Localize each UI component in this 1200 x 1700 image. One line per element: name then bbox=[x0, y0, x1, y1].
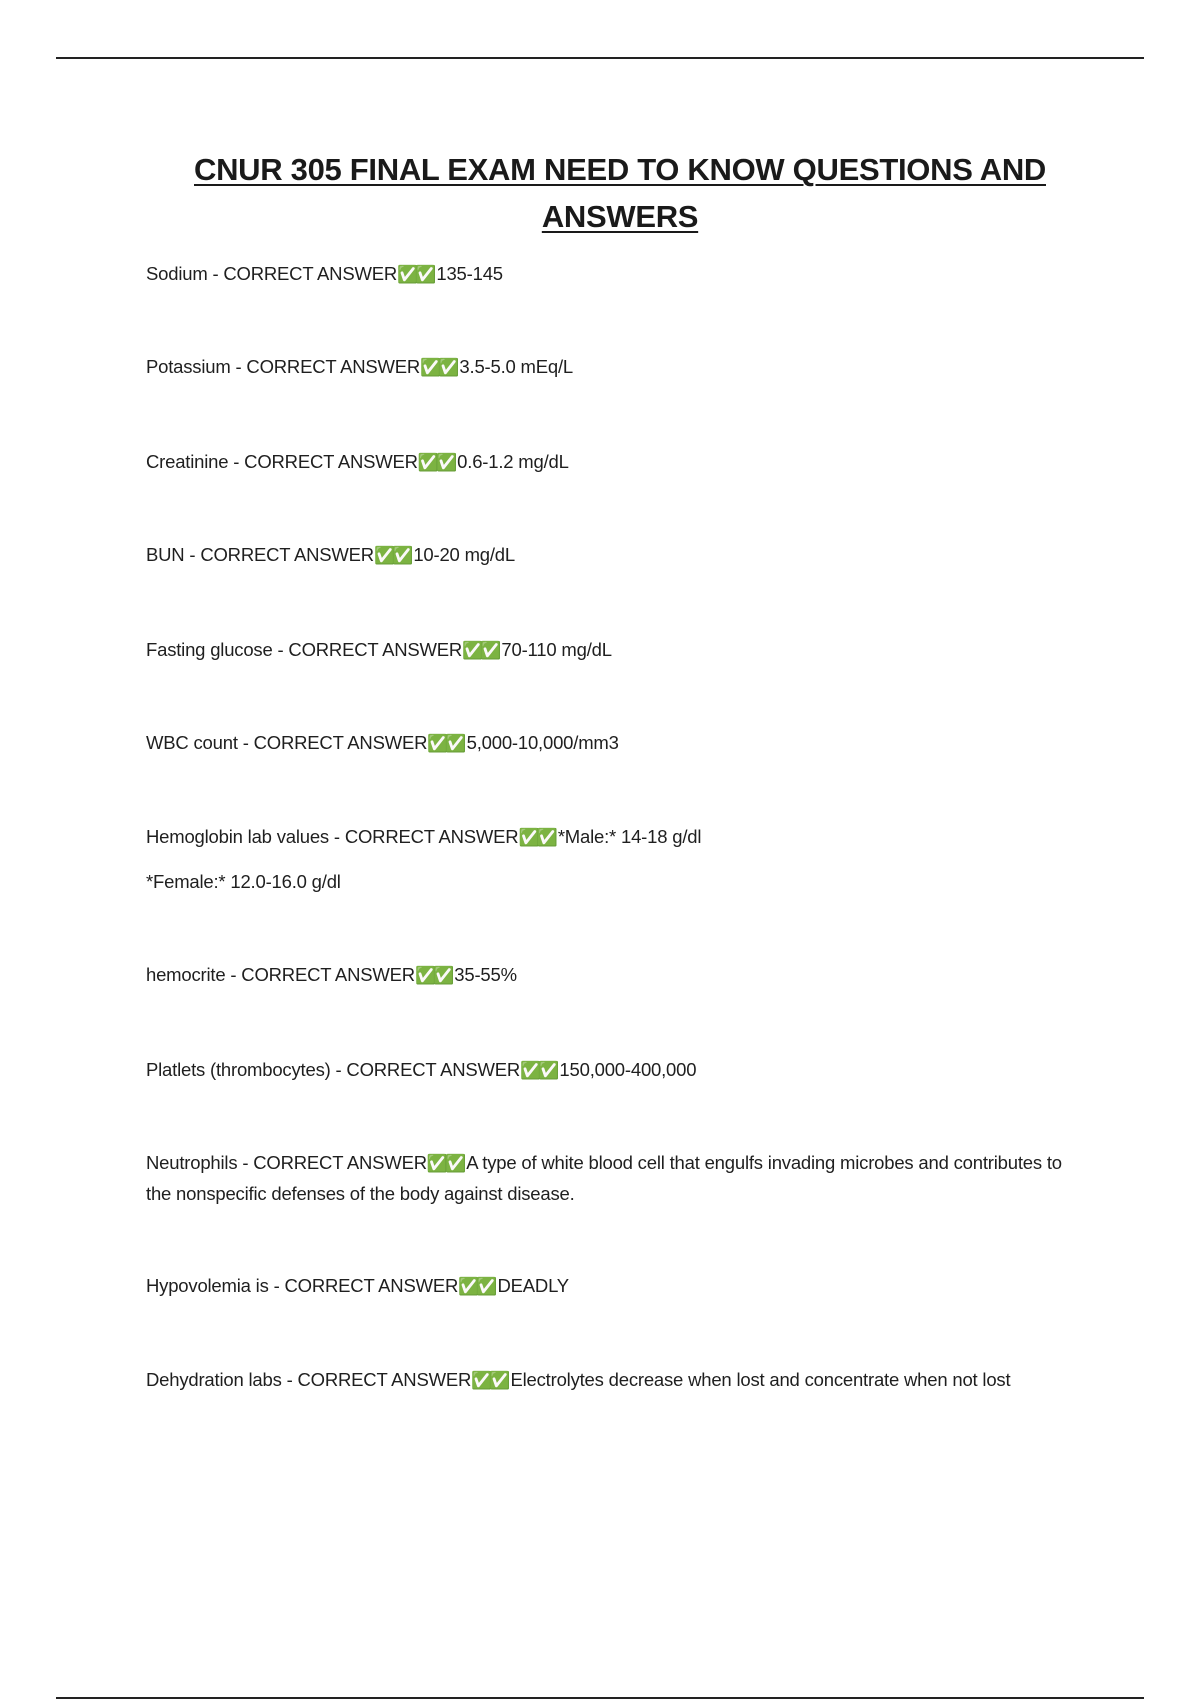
qa-item bbox=[146, 352, 1076, 383]
double-checkmark-icon: ✅✅ bbox=[420, 358, 457, 377]
answer-label: CORRECT ANSWER bbox=[297, 1369, 472, 1390]
double-checkmark-icon: ✅✅ bbox=[462, 641, 499, 660]
separator: - bbox=[225, 964, 242, 985]
qa-item bbox=[146, 1055, 1076, 1086]
answer-label: CORRECT ANSWER bbox=[344, 826, 519, 847]
document-title: CNUR 305 FINAL EXAM NEED TO KNOW QUESTIONS AND ANSWERS bbox=[194, 152, 1046, 234]
separator: - bbox=[281, 1369, 298, 1390]
answer-text: 5,000-10,000/mm3 bbox=[466, 732, 619, 753]
double-checkmark-icon: ✅✅ bbox=[520, 1061, 557, 1080]
answer-text: DEADLY bbox=[497, 1275, 569, 1296]
answer-text: 35-55% bbox=[454, 964, 517, 985]
separator: - bbox=[184, 544, 201, 565]
double-checkmark-icon: ✅✅ bbox=[417, 453, 455, 472]
qa-item bbox=[146, 728, 1076, 759]
question-text: Hypovolemia is bbox=[146, 1275, 269, 1296]
qa-item bbox=[146, 1271, 1076, 1302]
separator: - bbox=[328, 826, 345, 847]
separator: - bbox=[228, 451, 245, 472]
double-checkmark-icon: ✅✅ bbox=[397, 265, 434, 284]
question-text: Hemoglobin lab values bbox=[146, 826, 329, 847]
top-divider bbox=[56, 57, 1144, 59]
double-checkmark-icon: ✅✅ bbox=[414, 966, 452, 985]
question-text: Sodium bbox=[146, 263, 208, 284]
question-text: Fasting glucose bbox=[146, 639, 273, 660]
qa-item bbox=[146, 960, 1076, 991]
answer-text: 70-110 mg/dL bbox=[501, 639, 612, 660]
double-checkmark-icon: ✅✅ bbox=[426, 1154, 464, 1173]
answer-label: CORRECT ANSWER bbox=[288, 639, 463, 660]
qa-item bbox=[146, 540, 1076, 571]
answer-text: 3.5-5.0 mEq/L bbox=[459, 356, 574, 377]
separator: - bbox=[268, 1275, 285, 1296]
separator: - bbox=[330, 1059, 347, 1080]
question-text: BUN bbox=[146, 544, 185, 565]
question-text: Neutrophils bbox=[146, 1152, 238, 1173]
question-text: Platlets (thrombocytes) bbox=[146, 1059, 331, 1080]
qa-item bbox=[146, 822, 1076, 897]
double-checkmark-icon: ✅✅ bbox=[471, 1371, 508, 1390]
separator: - bbox=[230, 356, 247, 377]
double-checkmark-icon: ✅✅ bbox=[427, 734, 464, 753]
question-text: Potassium bbox=[146, 356, 231, 377]
answer-text: A type of white blood cell that engulfs invading microbes and contributes to the nonspecific defenses of the body against disease. bbox=[146, 1152, 1067, 1204]
answer-label: CORRECT ANSWER bbox=[253, 732, 428, 753]
answer-label: CORRECT ANSWER bbox=[200, 544, 374, 565]
answer-label: CORRECT ANSWER bbox=[241, 964, 415, 985]
double-checkmark-icon: ✅✅ bbox=[458, 1277, 495, 1296]
qa-item bbox=[146, 635, 1076, 666]
double-checkmark-icon: ✅✅ bbox=[373, 546, 411, 565]
answer-label: CORRECT ANSWER bbox=[244, 451, 418, 472]
answer-text: *Male:* 14-18 g/dl bbox=[557, 826, 702, 847]
answer-text-line2: *Female:* 12.0-16.0 g/dl bbox=[146, 871, 341, 892]
answer-label: CORRECT ANSWER bbox=[346, 1059, 521, 1080]
answer-text: 150,000-400,000 bbox=[559, 1059, 697, 1080]
answer-label: CORRECT ANSWER bbox=[284, 1275, 459, 1296]
separator: - bbox=[237, 732, 254, 753]
separator: - bbox=[272, 639, 289, 660]
answer-label: CORRECT ANSWER bbox=[246, 356, 421, 377]
separator: - bbox=[207, 263, 224, 284]
qa-item bbox=[146, 1365, 1076, 1396]
double-checkmark-icon: ✅✅ bbox=[518, 828, 555, 847]
answer-text: 0.6-1.2 mg/dL bbox=[457, 451, 569, 472]
answer-label: CORRECT ANSWER bbox=[223, 263, 398, 284]
question-text: Creatinine bbox=[146, 451, 229, 472]
qa-item bbox=[146, 259, 1076, 290]
answer-text: 10-20 mg/dL bbox=[413, 544, 515, 565]
question-text: WBC count bbox=[146, 732, 238, 753]
answer-text: 135-145 bbox=[436, 263, 503, 284]
qa-item bbox=[146, 447, 1076, 478]
bottom-divider bbox=[56, 1697, 1144, 1699]
answer-label: CORRECT ANSWER bbox=[253, 1152, 427, 1173]
question-text: hemocrite bbox=[146, 964, 226, 985]
separator: - bbox=[237, 1152, 254, 1173]
qa-item bbox=[146, 1148, 1076, 1209]
answer-text: Electrolytes decrease when lost and concentrate when not lost bbox=[510, 1369, 1011, 1390]
question-text: Dehydration labs bbox=[146, 1369, 282, 1390]
